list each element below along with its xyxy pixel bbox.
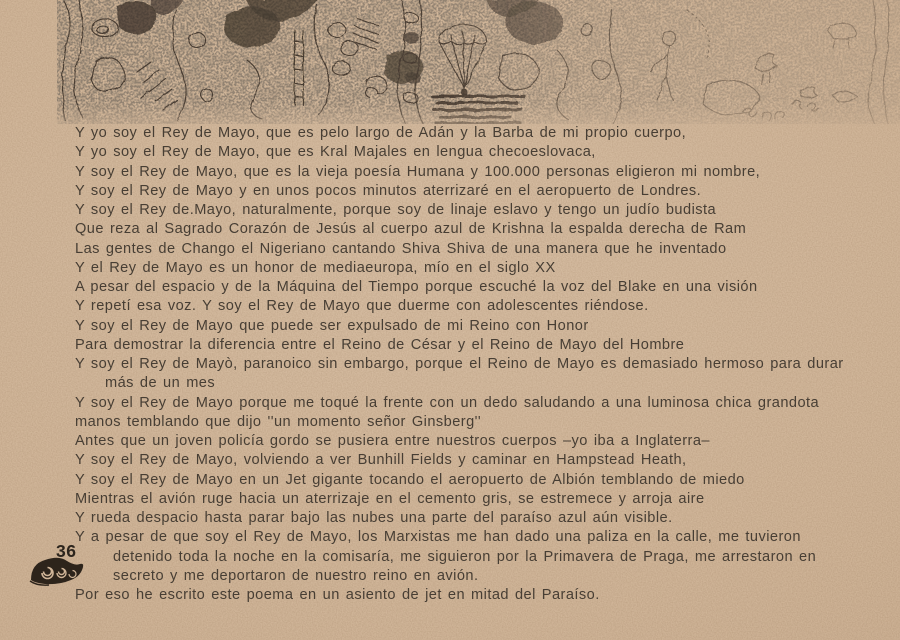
page-number: 36 bbox=[56, 541, 77, 561]
poem-line: Y el Rey de Mayo es un honor de mediaeuropa, mío en el siglo XX bbox=[75, 259, 556, 276]
poem-line: Y soy el Rey de Mayo, que es la vieja poesía Humana y 100.000 personas eligieron mi nombre, bbox=[75, 163, 761, 180]
poem-line: Y soy el Rey de Mayo en un Jet gigante tocando el aeropuerto de Albión temblando de miedo bbox=[75, 471, 745, 488]
poem-line: Por eso he escrito este poema en un asiento de jet en mitad del Paraíso. bbox=[75, 587, 600, 603]
poem-line: manos temblando que dijo ''un momento señor Ginsberg'' bbox=[75, 413, 482, 430]
poem-line: Antes que un joven policía gordo se pusiera entre nuestros cuerpos –yo iba a Inglaterra– bbox=[75, 433, 710, 449]
poem-line: Y repetí esa voz. Y soy el Rey de Mayo que duerme con adolescentes riéndose. bbox=[75, 298, 649, 315]
poem-line: Y soy el Rey de Mayò, paranoico sin embargo, porque el Reino de Mayo es demasiado hermoso para durar bbox=[75, 356, 844, 372]
poem-line: Y soy el Rey de Mayo y en unos pocos minutos aterrizaré en el aeropuerto de Londres. bbox=[75, 182, 702, 199]
poem-line: Mientras el avión ruge hacia un aterrizaje en el cemento gris, se estremece y arroja aire bbox=[75, 490, 705, 507]
poem-line: secreto y me deportaron de nuestro reino en avión. bbox=[113, 567, 479, 584]
poem-line: Y rueda despacio hasta parar bajo las nubes una parte del paraíso azul aún visible. bbox=[75, 510, 673, 526]
poem-line: Y soy el Rey de Mayo que puede ser expulsado de mi Reino con Honor bbox=[75, 317, 589, 334]
ink-illustration bbox=[57, 0, 900, 127]
poem-line: Y yo soy el Rey de Mayo, que es Kral Majales en lengua checoeslovaca, bbox=[75, 144, 596, 161]
poem-line: Que reza al Sagrado Corazón de Jesús al cuerpo azul de Krishna la espalda derecha de Ram bbox=[75, 221, 747, 238]
poem-line: Para demostrar la diferencia entre el Reino de César y el Reino de Mayo del Hombre bbox=[75, 336, 685, 353]
poem-line: Las gentes de Chango el Nigeriano cantando Shiva Shiva de una manera que he inventado bbox=[75, 240, 727, 257]
poem-line: Y a pesar de que soy el Rey de Mayo, los Marxistas me han dado una paliza en la calle, me tuvieron bbox=[75, 529, 801, 546]
poem-line: A pesar del espacio y de la Máquina del Tiempo porque escuché la voz del Blake en una visión bbox=[75, 279, 758, 295]
poem-line: más de un mes bbox=[105, 375, 216, 392]
poem-line: Y soy el Rey de Mayo porque me toqué la frente con un dedo saludando a una luminosa chica grandota bbox=[75, 394, 820, 411]
poem-line: detenido toda la noche en la comisaría, me siguieron por la Primavera de Praga, me arrestaron en bbox=[113, 548, 817, 565]
wave-flourish-icon bbox=[29, 554, 85, 588]
poem-line: Y yo soy el Rey de Mayo, que es pelo largo de Adán y la Barba de mi propio cuerpo, bbox=[75, 125, 687, 141]
poem bbox=[0, 124, 900, 605]
poem-line: Y soy el Rey de Mayo, volviendo a ver Bunhill Fields y caminar en Hampstead Heath, bbox=[75, 452, 687, 469]
poem-line: Y soy el Rey de.Mayo, naturalmente, porque soy de linaje eslavo y tengo un judío budista bbox=[75, 202, 717, 218]
